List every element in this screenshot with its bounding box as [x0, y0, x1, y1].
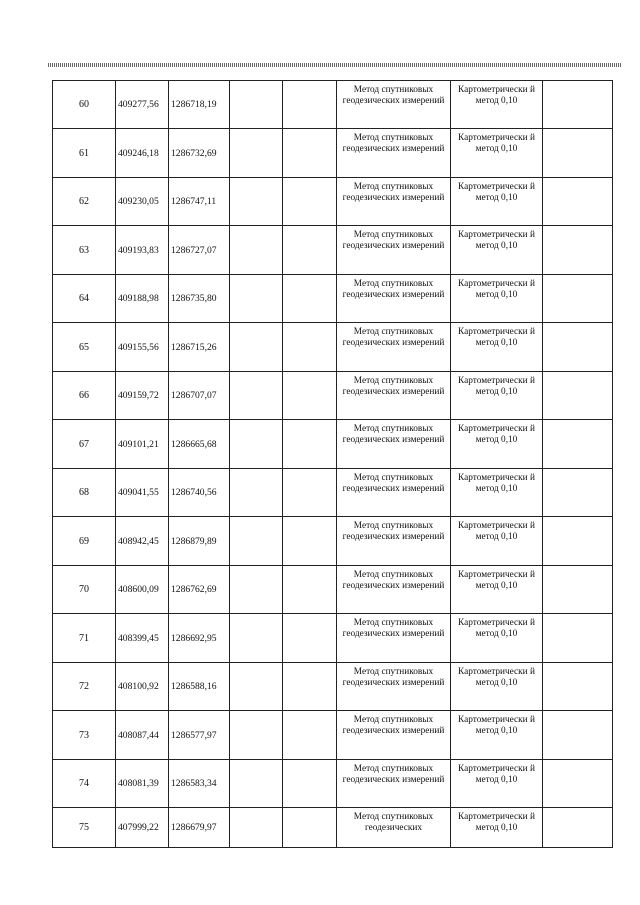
table-row [53, 711, 613, 760]
point-number-cell: 72 [53, 663, 116, 711]
point-number-cell: 70 [53, 566, 116, 614]
precision-cell: Картометрически й метод 0,10 [451, 226, 543, 275]
empty-cell [543, 663, 613, 711]
method-cell: Метод спутниковых геодезических измерений [337, 226, 451, 275]
y-coordinate-cell: 1286732,69 [169, 129, 230, 178]
empty-cell [543, 614, 613, 663]
empty-cell [283, 275, 337, 323]
empty-cell [230, 469, 283, 517]
empty-cell [230, 129, 283, 178]
empty-cell [283, 517, 337, 566]
empty-cell [230, 711, 283, 760]
x-coordinate-cell: 408100,92 [116, 663, 169, 711]
precision-cell: Картометрически й метод 0,10 [451, 469, 543, 517]
empty-cell [283, 178, 337, 226]
empty-cell [543, 323, 613, 372]
table-row [53, 81, 613, 129]
empty-cell [543, 372, 613, 420]
y-coordinate-cell: 1286577,97 [169, 711, 230, 760]
x-coordinate-cell: 409155,56 [116, 323, 169, 372]
empty-cell [230, 323, 283, 372]
empty-cell [283, 372, 337, 420]
empty-cell [230, 566, 283, 614]
precision-cell: Картометрически й метод 0,10 [451, 323, 543, 372]
point-number-cell: 67 [53, 420, 116, 469]
table-row [53, 323, 613, 372]
method-cell: Метод спутниковых геодезических измерений [337, 614, 451, 663]
empty-cell [283, 808, 337, 848]
precision-cell: Картометрически й метод 0,10 [451, 808, 543, 848]
table-row [53, 517, 613, 566]
empty-cell [283, 420, 337, 469]
point-number-cell: 63 [53, 226, 116, 275]
empty-cell [230, 760, 283, 808]
empty-cell [230, 808, 283, 848]
x-coordinate-cell: 407999,22 [116, 808, 169, 848]
precision-cell: Картометрически й метод 0,10 [451, 372, 543, 420]
method-cell: Метод спутниковых геодезических измерений [337, 469, 451, 517]
method-cell: Метод спутниковых геодезических измерений [337, 372, 451, 420]
table-row [53, 129, 613, 178]
precision-cell: Картометрически й метод 0,10 [451, 178, 543, 226]
empty-cell [283, 81, 337, 129]
empty-cell [283, 711, 337, 760]
method-cell: Метод спутниковых геодезических измерений [337, 711, 451, 760]
x-coordinate-cell: 408081,39 [116, 760, 169, 808]
x-coordinate-cell: 408600,09 [116, 566, 169, 614]
table-row [53, 178, 613, 226]
empty-cell [230, 614, 283, 663]
empty-cell [543, 469, 613, 517]
empty-cell [543, 711, 613, 760]
empty-cell [543, 566, 613, 614]
y-coordinate-cell: 1286718,19 [169, 81, 230, 129]
precision-cell: Картометрически й метод 0,10 [451, 275, 543, 323]
method-cell: Метод спутниковых геодезических измерений [337, 663, 451, 711]
y-coordinate-cell: 1286762,69 [169, 566, 230, 614]
point-number-cell: 64 [53, 275, 116, 323]
empty-cell [543, 178, 613, 226]
x-coordinate-cell: 409230,05 [116, 178, 169, 226]
precision-cell: Картометрически й метод 0,10 [451, 566, 543, 614]
table-row [53, 663, 613, 711]
method-cell: Метод спутниковых геодезических [337, 808, 451, 848]
y-coordinate-cell: 1286740,56 [169, 469, 230, 517]
empty-cell [283, 226, 337, 275]
empty-cell [543, 81, 613, 129]
y-coordinate-cell: 1286735,80 [169, 275, 230, 323]
x-coordinate-cell: 409193,83 [116, 226, 169, 275]
x-coordinate-cell: 409041,55 [116, 469, 169, 517]
empty-cell [283, 323, 337, 372]
precision-cell: Картометрически й метод 0,10 [451, 81, 543, 129]
table-body [53, 81, 613, 848]
empty-cell [543, 420, 613, 469]
method-cell: Метод спутниковых геодезических измерений [337, 275, 451, 323]
method-cell: Метод спутниковых геодезических измерений [337, 178, 451, 226]
x-coordinate-cell: 409101,21 [116, 420, 169, 469]
table-row [53, 275, 613, 323]
x-coordinate-cell: 408399,45 [116, 614, 169, 663]
empty-cell [543, 808, 613, 848]
precision-cell: Картометрически й метод 0,10 [451, 663, 543, 711]
precision-cell: Картометрически й метод 0,10 [451, 760, 543, 808]
empty-cell [283, 760, 337, 808]
empty-cell [230, 663, 283, 711]
table-row [53, 469, 613, 517]
empty-cell [230, 178, 283, 226]
method-cell: Метод спутниковых геодезических измерений [337, 420, 451, 469]
y-coordinate-cell: 1286692,95 [169, 614, 230, 663]
empty-cell [283, 469, 337, 517]
method-cell: Метод спутниковых геодезических измерений [337, 81, 451, 129]
y-coordinate-cell: 1286588,16 [169, 663, 230, 711]
y-coordinate-cell: 1286727,07 [169, 226, 230, 275]
table-row [53, 372, 613, 420]
point-number-cell: 73 [53, 711, 116, 760]
empty-cell [283, 566, 337, 614]
point-number-cell: 75 [53, 808, 116, 848]
table-row [53, 808, 613, 848]
empty-cell [230, 517, 283, 566]
x-coordinate-cell: 409159,72 [116, 372, 169, 420]
empty-cell [543, 760, 613, 808]
empty-cell [230, 420, 283, 469]
empty-cell [230, 226, 283, 275]
method-cell: Метод спутниковых геодезических измерений [337, 323, 451, 372]
empty-cell [543, 517, 613, 566]
empty-cell [230, 275, 283, 323]
y-coordinate-cell: 1286707,07 [169, 372, 230, 420]
point-number-cell: 60 [53, 81, 116, 129]
table-row [53, 566, 613, 614]
x-coordinate-cell: 409246,18 [116, 129, 169, 178]
point-number-cell: 62 [53, 178, 116, 226]
y-coordinate-cell: 1286879,89 [169, 517, 230, 566]
x-coordinate-cell: 408087,44 [116, 711, 169, 760]
point-number-cell: 65 [53, 323, 116, 372]
point-number-cell: 68 [53, 469, 116, 517]
point-number-cell: 69 [53, 517, 116, 566]
x-coordinate-cell: 409277,56 [116, 81, 169, 129]
point-number-cell: 71 [53, 614, 116, 663]
method-cell: Метод спутниковых геодезических измерений [337, 129, 451, 178]
precision-cell: Картометрически й метод 0,10 [451, 420, 543, 469]
y-coordinate-cell: 1286679,97 [169, 808, 230, 848]
header-separator-line [48, 63, 621, 67]
table-row [53, 226, 613, 275]
point-number-cell: 74 [53, 760, 116, 808]
y-coordinate-cell: 1286665,68 [169, 420, 230, 469]
y-coordinate-cell: 1286583,34 [169, 760, 230, 808]
empty-cell [230, 372, 283, 420]
empty-cell [283, 614, 337, 663]
point-number-cell: 66 [53, 372, 116, 420]
point-number-cell: 61 [53, 129, 116, 178]
precision-cell: Картометрически й метод 0,10 [451, 129, 543, 178]
y-coordinate-cell: 1286715,26 [169, 323, 230, 372]
method-cell: Метод спутниковых геодезических измерений [337, 760, 451, 808]
empty-cell [230, 81, 283, 129]
table-row [53, 420, 613, 469]
precision-cell: Картометрически й метод 0,10 [451, 517, 543, 566]
x-coordinate-cell: 409188,98 [116, 275, 169, 323]
table-row [53, 614, 613, 663]
coordinates-table [52, 80, 613, 848]
method-cell: Метод спутниковых геодезических измерений [337, 517, 451, 566]
table-row [53, 760, 613, 808]
precision-cell: Картометрически й метод 0,10 [451, 614, 543, 663]
method-cell: Метод спутниковых геодезических измерений [337, 566, 451, 614]
empty-cell [283, 129, 337, 178]
precision-cell: Картометрически й метод 0,10 [451, 711, 543, 760]
empty-cell [543, 275, 613, 323]
y-coordinate-cell: 1286747,11 [169, 178, 230, 226]
x-coordinate-cell: 408942,45 [116, 517, 169, 566]
empty-cell [283, 663, 337, 711]
empty-cell [543, 129, 613, 178]
empty-cell [543, 226, 613, 275]
